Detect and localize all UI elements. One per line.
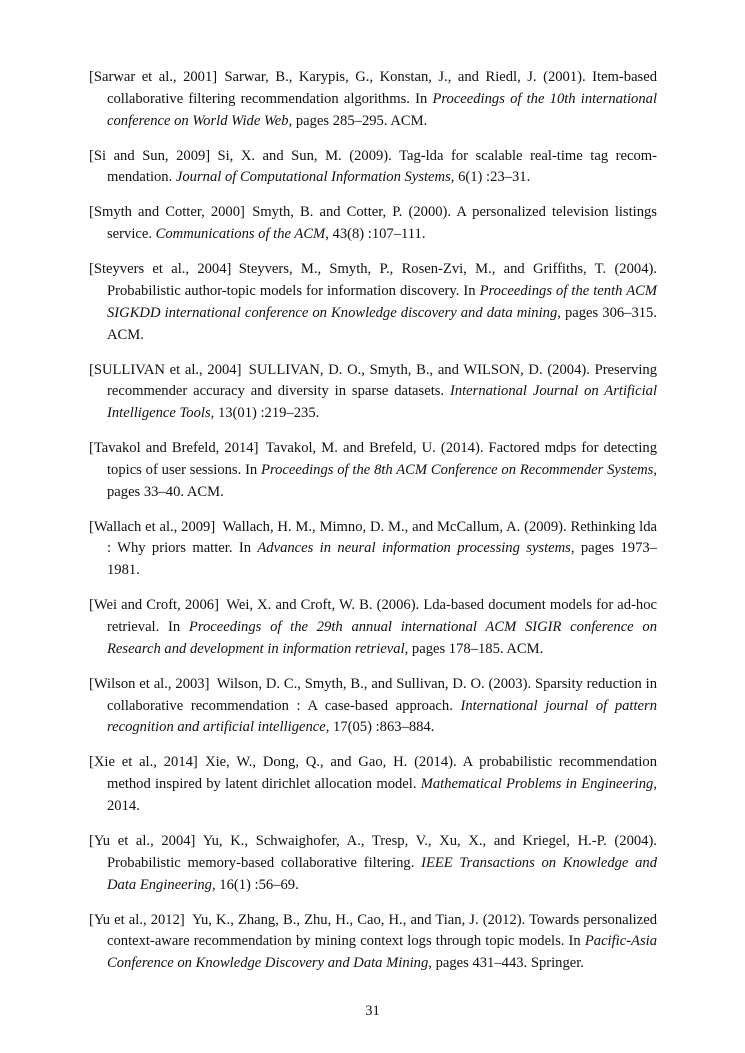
reference-entry xyxy=(89,517,657,582)
reference-key: [Steyvers et al., 2004] xyxy=(89,261,232,278)
reference-venue: International Journal on Artificial Intelligence Tools xyxy=(107,383,657,422)
reference-text: , pages 431–443. Springer. xyxy=(428,955,584,972)
reference-text: , pages 33–40. ACM. xyxy=(107,461,657,500)
reference-entry xyxy=(89,674,657,739)
reference-venue: Mathematical Problems in Engineering xyxy=(420,776,654,793)
reference-text: Smyth, B. and Cotter, P. (2000). A personalized television listings service. xyxy=(107,204,657,243)
reference-key: [Si and Sun, 2009] xyxy=(89,147,211,164)
reference-key: [Wei and Croft, 2006] xyxy=(89,597,219,614)
reference-entry xyxy=(89,202,657,246)
reference-text: Wallach, H. M., Mimno, D. M., and McCallum, A. (2009). Rethinking lda : Why priors matter. In xyxy=(107,518,657,557)
reference-text: , 2014. xyxy=(107,776,657,814)
reference-text: , 16(1) :56–69. xyxy=(211,876,299,893)
reference-text: Xie, W., Dong, Q., and Gao, H. (2014). A probabilistic recommendation method inspired by latent dirichlet allocation model. xyxy=(107,754,657,793)
reference-text: , pages 306–315. ACM. xyxy=(107,304,657,343)
reference-key: [Wilson et al., 2003] xyxy=(89,675,210,692)
reference-venue: Journal of Computational Information Systems xyxy=(175,169,451,186)
reference-entry xyxy=(89,360,657,425)
reference-entry xyxy=(89,910,657,975)
reference-key: [Tavakol and Brefeld, 2014] xyxy=(89,440,259,457)
reference-entry xyxy=(89,146,657,190)
reference-text: , pages 1973–1981. xyxy=(107,540,657,579)
reference-key: [SULLIVAN et al., 2004] xyxy=(89,361,242,378)
reference-text: , 43(8) :107–111. xyxy=(325,226,426,243)
reference-text: Tavakol, M. and Brefeld, U. (2014). Factored mdps for detecting topics of user sessions. In xyxy=(107,440,657,478)
reference-key: [Wallach et al., 2009] xyxy=(89,518,216,535)
reference-venue: Advances in neural information processing systems xyxy=(257,540,571,557)
reference-key: [Smyth and Cotter, 2000] xyxy=(89,204,245,221)
reference-venue: Proceedings of the tenth ACM SIGKDD international conference on Knowledge discovery and data mining xyxy=(107,282,657,321)
reference-key: [Yu et al., 2004] xyxy=(89,832,196,849)
page-number: 31 xyxy=(365,1003,380,1019)
reference-venue: Pacific-Asia Conference on Knowledge Discovery and Data Mining xyxy=(107,933,657,972)
reference-entry xyxy=(89,438,657,503)
reference-key: [Sarwar et al., 2001] xyxy=(89,69,218,85)
reference-entry xyxy=(89,67,657,132)
reference-entry xyxy=(89,259,657,346)
reference-text: Si, X. and Sun, M. (2009). Tag-lda for scalable real-time tag recommendation. xyxy=(107,147,658,186)
reference-text: Steyvers, M., Smyth, P., Rosen-Zvi, M., and Griffiths, T. (2004). Probabilistic author-topic models for information discovery. In xyxy=(107,261,657,299)
reference-entry xyxy=(89,831,657,896)
reference-text: Wilson, D. C., Smyth, B., and Sullivan, D. O. (2003). Sparsity reduction in collaborative recommendation : A case-based approach. xyxy=(107,675,657,714)
reference-venue: Proceedings of the 29th annual international ACM SIGIR conference on Research and development in information retrieval xyxy=(107,619,657,657)
reference-text: Yu, K., Zhang, B., Zhu, H., Cao, H., and Tian, J. (2012). Towards personalized context-aware recommendation by mining context logs through topic models. In xyxy=(107,911,657,950)
reference-key: [Yu et al., 2012] xyxy=(89,911,185,928)
bibliography-list xyxy=(89,67,657,988)
reference-text: SULLIVAN, D. O., Smyth, B., and WILSON, D. (2004). Preserving recommender accuracy and diversity in sparse datasets. xyxy=(107,361,657,400)
reference-text: Wei, X. and Croft, W. B. (2006). Lda-based document models for ad-hoc retrieval. In xyxy=(107,597,658,636)
reference-entry xyxy=(89,752,657,817)
reference-entry xyxy=(89,595,657,660)
reference-text: , pages 285–295. ACM. xyxy=(288,112,428,129)
reference-key: [Xie et al., 2014] xyxy=(89,754,198,771)
reference-text: Sarwar, B., Karypis, G., Konstan, J., and Riedl, J. (2001). Item-based collaborative filtering recommendation algorithms. In xyxy=(107,69,657,107)
reference-venue: Proceedings of the 8th ACM Conference on Recommender Systems xyxy=(261,461,654,478)
reference-venue: Communications of the ACM xyxy=(155,226,326,243)
reference-text: , pages 178–185. ACM. xyxy=(404,640,544,657)
reference-text: , 17(05) :863–884. xyxy=(325,719,435,736)
reference-venue: International journal of pattern recognition and artificial intelligence xyxy=(107,697,657,736)
reference-venue: Proceedings of the 10th international conference on World Wide Web xyxy=(107,90,657,129)
reference-venue: IEEE Transactions on Knowledge and Data Engineering xyxy=(107,854,657,893)
reference-text: Yu, K., Schwaighofer, A., Tresp, V., Xu, X., and Kriegel, H.-P. (2004). Probabilistic memory-based collaborative filtering. xyxy=(107,832,657,871)
reference-text: , 13(01) :219–235. xyxy=(210,405,320,422)
reference-text: , 6(1) :23–31. xyxy=(450,169,531,186)
